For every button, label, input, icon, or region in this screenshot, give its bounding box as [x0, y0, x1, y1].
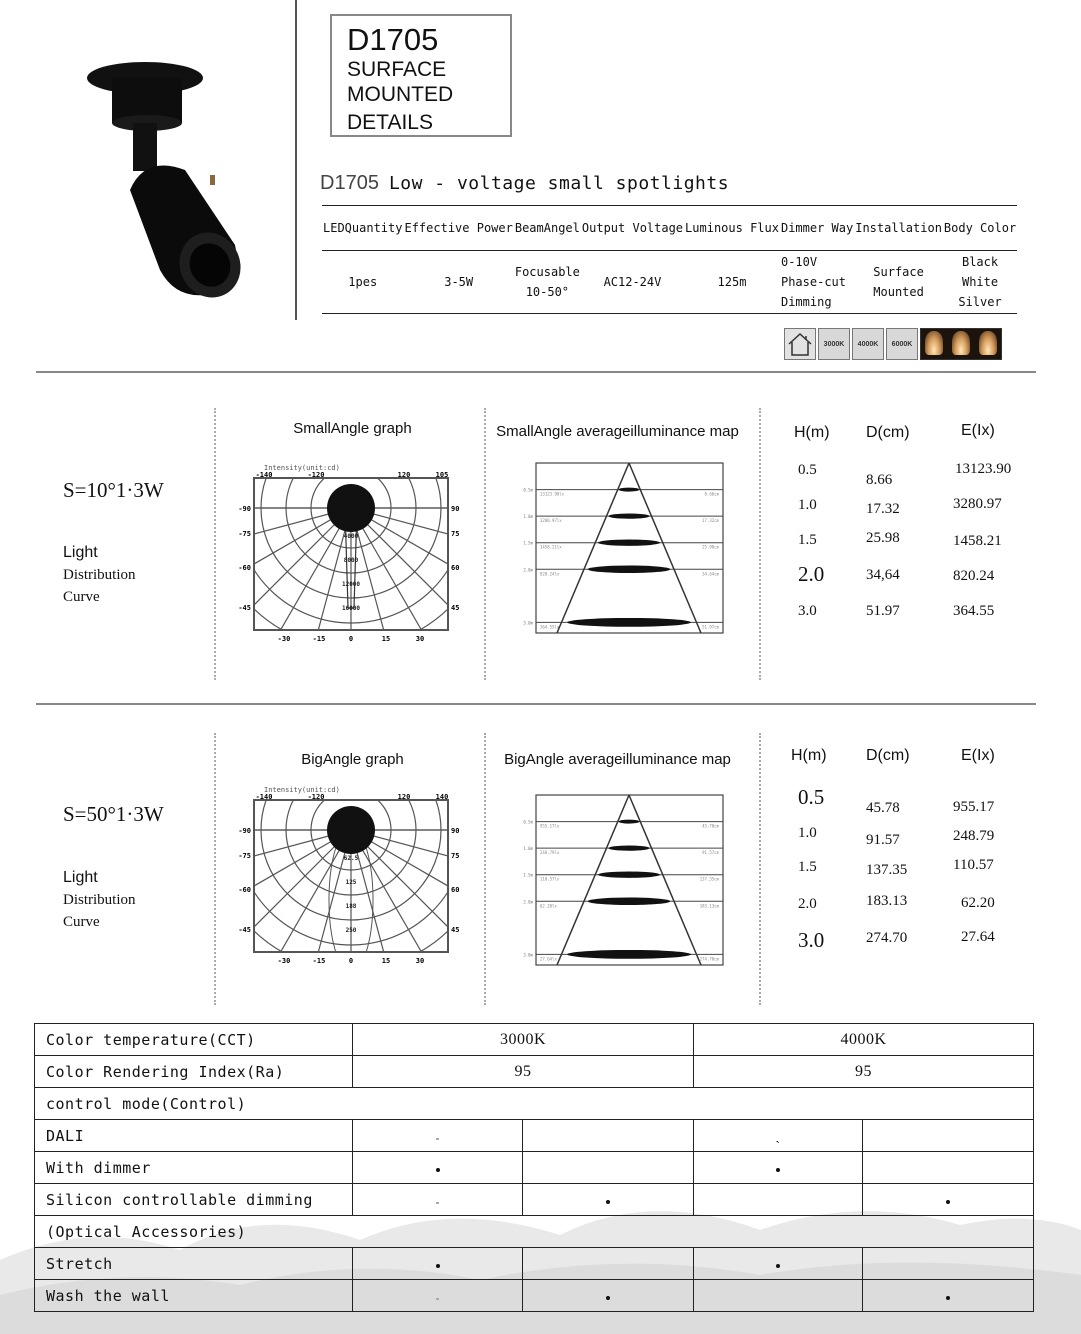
mark-cell — [353, 1152, 523, 1184]
cct-swatches — [784, 328, 1002, 362]
h-value: 2.0 — [798, 896, 817, 912]
mark-cell — [353, 1248, 523, 1280]
polar-intensity-chart — [236, 780, 466, 970]
row-label: Silicon controllable dimming — [35, 1184, 353, 1216]
tick-label: -15 — [312, 957, 326, 965]
spec-table — [322, 205, 1017, 314]
light-spot — [608, 846, 649, 851]
tick-label: 75 — [451, 852, 460, 860]
ring-label: 8000 — [343, 557, 359, 564]
spec-header: Body Color — [943, 206, 1017, 251]
supported-dot — [606, 1200, 610, 1204]
spec-value-line: Silver — [958, 295, 1002, 309]
d-value: 183.13 — [866, 893, 908, 909]
tick-label: -15 — [312, 635, 326, 643]
house-icon — [784, 328, 816, 360]
tick-label: -75 — [238, 852, 251, 860]
mark-cell — [694, 1120, 863, 1152]
d-value: 17.32 — [866, 501, 900, 517]
tick-label: 45 — [451, 926, 460, 934]
faint-mark — [436, 1138, 439, 1140]
supported-dot — [776, 1168, 780, 1172]
spec-value-line: 1pes — [348, 275, 378, 289]
illuminance-map-chart — [508, 790, 738, 975]
mark-cell — [694, 1152, 863, 1184]
mark-cell — [523, 1184, 694, 1216]
row-label: DALI — [35, 1120, 353, 1152]
mark-cell — [863, 1280, 1034, 1312]
tick-label: -45 — [238, 926, 251, 934]
supported-dot — [946, 1296, 950, 1300]
spec-value — [780, 251, 854, 314]
model-title: D1705 — [347, 22, 439, 57]
tick-label: 105 — [435, 471, 449, 479]
header-divider — [295, 0, 297, 320]
graph-title: SmallAngle graph — [293, 420, 412, 437]
tick-label: 30 — [415, 957, 425, 965]
diameter-label: 8.66cm — [704, 491, 719, 497]
control-row-with-dimmer — [35, 1152, 1034, 1184]
spec-value-line: 3-5W — [444, 275, 474, 289]
h-value: 0.5 — [798, 785, 825, 809]
supported-dot — [946, 1200, 950, 1204]
spec-header: Installation — [854, 206, 943, 251]
title-line-3: DETAILS — [347, 111, 433, 134]
height-label: 3.0m — [523, 952, 533, 958]
height-label: 2.0m — [523, 567, 533, 573]
mark-cell — [523, 1120, 694, 1152]
spec-value — [514, 251, 581, 314]
height-label: 2.0m — [523, 899, 533, 905]
diameter-label: 137.35cm — [699, 876, 719, 882]
label-line: Distribution — [63, 892, 136, 908]
luminaire-blob — [327, 484, 375, 532]
mark-cell — [353, 1120, 523, 1152]
height-label: 3.0m — [523, 620, 533, 626]
e-value: 27.64 — [961, 929, 995, 945]
d-value: 51.97 — [866, 603, 900, 619]
mark-cell — [694, 1184, 863, 1216]
tick-label: 120 — [397, 793, 411, 801]
title-line-1: SURFACE — [347, 58, 447, 81]
ring-label: 16000 — [341, 605, 361, 612]
control-row-silicon-dimming — [35, 1184, 1034, 1216]
spec-value — [403, 251, 513, 314]
h-value: 3.0 — [798, 928, 825, 952]
mark-cell — [694, 1248, 863, 1280]
tick-label: 45 — [451, 604, 460, 612]
height-label: 1.5m — [523, 540, 533, 546]
supported-dot — [606, 1296, 610, 1300]
mark-cell — [523, 1152, 694, 1184]
light-spot — [588, 897, 671, 905]
control-header-row — [35, 1088, 1034, 1120]
tick-label: -90 — [238, 827, 251, 835]
tick-mark: ˎ — [775, 1128, 781, 1144]
cct-swatch: 4000K — [852, 328, 884, 360]
spec-value — [684, 251, 780, 314]
cct-swatch: 6000K — [886, 328, 918, 360]
map-title: SmallAngle averageilluminance map — [496, 423, 739, 440]
d-value: 137.35 — [866, 862, 908, 878]
light-glow — [979, 331, 997, 355]
section-label — [63, 542, 136, 608]
spec-header: Luminous Flux — [684, 206, 780, 251]
d-value: 8.66 — [866, 472, 893, 488]
subtitle-model: D1705 — [320, 172, 379, 194]
light-spot — [608, 514, 649, 519]
h-value: 1.0 — [798, 825, 817, 841]
cone-edge — [557, 463, 629, 633]
tick-label: -120 — [307, 793, 325, 801]
illuminance-label: 27.64lx — [540, 956, 557, 962]
spec-header: LEDQuantity — [322, 206, 403, 251]
options-table — [34, 1023, 1034, 1312]
tick-label: -60 — [238, 886, 251, 894]
subtitle-desc: Low - voltage small spotlights — [388, 173, 730, 194]
column-divider — [759, 408, 761, 680]
col-header-e: E(Ix) — [961, 422, 995, 439]
illuminance-label: 3280.97lx — [540, 518, 562, 524]
spec-value — [581, 251, 684, 314]
tick-label: 15 — [381, 957, 391, 965]
cct-value: 3000K — [353, 1024, 694, 1056]
cri-value: 95 — [353, 1056, 694, 1088]
illuminance-label: 13123.90lx — [540, 491, 565, 497]
supported-dot — [436, 1168, 440, 1172]
h-value: 3.0 — [798, 603, 817, 619]
e-value: 110.57 — [953, 857, 994, 873]
col-header-d: D(cm) — [866, 747, 910, 764]
light-spot — [619, 488, 640, 492]
ring-label: 4000 — [343, 533, 359, 540]
spec-value-line: Dimming — [780, 295, 832, 309]
section-spec: S=10°1·3W — [63, 478, 164, 502]
d-value: 91.57 — [866, 832, 900, 848]
e-value: 3280.97 — [953, 496, 1002, 512]
tick-label: -140 — [255, 471, 273, 479]
tick-label: -75 — [238, 530, 251, 538]
title-box — [330, 14, 512, 137]
light-spot — [598, 871, 660, 877]
col-header-h: H(m) — [791, 747, 827, 764]
tick-label: 90 — [451, 505, 460, 513]
h-value: 2.0 — [798, 562, 825, 586]
spec-value-line: 10-50° — [525, 285, 570, 299]
d-value: 274.70 — [866, 930, 908, 946]
light-spot — [588, 565, 671, 573]
spec-header-row — [322, 206, 1017, 251]
tick-label: 120 — [397, 471, 411, 479]
spec-header: Dimmer Way — [780, 206, 854, 251]
tick-label: -30 — [277, 635, 291, 643]
spec-value-line: 0-10V — [780, 255, 818, 269]
mark-cell — [694, 1280, 863, 1312]
e-value: 13123.90 — [955, 461, 1012, 477]
spec-value-row — [322, 251, 1017, 314]
spec-header: Effective Power — [403, 206, 513, 251]
light-glow — [925, 331, 943, 355]
tick-label: 75 — [451, 530, 460, 538]
faint-mark — [436, 1298, 439, 1300]
tick-label: -60 — [238, 564, 251, 572]
column-divider — [214, 408, 216, 680]
height-label: 1.5m — [523, 872, 533, 878]
section-divider — [36, 371, 1036, 373]
col-header-e: E(Ix) — [961, 747, 995, 764]
column-divider — [214, 733, 216, 1005]
illuminance-label: 955.17lx — [540, 823, 560, 829]
label-line: Distribution — [63, 567, 136, 583]
spec-value-line: White — [961, 275, 999, 289]
illuminance-label: 110.57lx — [540, 876, 560, 882]
d-value: 25.98 — [866, 530, 900, 546]
light-glow — [952, 331, 970, 355]
spec-value-line: 125m — [717, 275, 747, 289]
control-row-dali — [35, 1120, 1034, 1152]
tick-label: 90 — [451, 827, 460, 835]
cri-value: 95 — [694, 1056, 1034, 1088]
illuminance-label: 820.24lx — [540, 571, 560, 577]
d-value: 45.78 — [866, 800, 900, 816]
supported-dot — [776, 1264, 780, 1268]
column-divider — [759, 733, 761, 1005]
tick-label: 140 — [435, 793, 449, 801]
row-label: Color Rendering Index(Ra) — [35, 1056, 353, 1088]
light-spot — [598, 539, 660, 545]
cone-edge — [557, 795, 629, 965]
mark-cell — [523, 1248, 694, 1280]
section-divider — [36, 703, 1036, 705]
tick-label: -90 — [238, 505, 251, 513]
tick-label: -30 — [277, 957, 291, 965]
spec-value-line: AC12-24V — [603, 275, 662, 289]
intensity-header: Intensity(unit:cd) — [264, 464, 340, 472]
tick-label: -45 — [238, 604, 251, 612]
diameter-label: 183.13cm — [699, 903, 719, 909]
section-label — [63, 867, 136, 933]
row-label: Stretch — [35, 1248, 353, 1280]
e-value: 820.24 — [953, 568, 995, 584]
col-header-h: H(m) — [794, 424, 830, 441]
ring-label: 62.5 — [343, 855, 359, 862]
map-title: BigAngle averageilluminance map — [504, 751, 731, 768]
tick-label: 0 — [348, 957, 354, 965]
diameter-label: 25.98cm — [702, 544, 719, 550]
product-photo — [60, 40, 290, 310]
diameter-label: 91.57cm — [702, 850, 719, 856]
height-label: 0.5m — [523, 819, 533, 825]
label-line: Light — [63, 544, 98, 561]
illuminance-label: 62.20lx — [540, 903, 557, 909]
tick-label: 60 — [451, 886, 460, 894]
column-divider — [484, 408, 486, 680]
diameter-label: 17.32cm — [702, 518, 719, 524]
group-header: (Optical Accessories) — [35, 1216, 1034, 1248]
light-spot — [619, 820, 640, 824]
luminaire-blob — [327, 806, 375, 854]
faint-mark — [436, 1202, 439, 1204]
cone-edge — [629, 795, 701, 965]
cct-value: 4000K — [694, 1024, 1034, 1056]
h-value: 1.5 — [798, 859, 817, 875]
spec-value — [943, 251, 1017, 314]
cct-row — [35, 1024, 1034, 1056]
h-value: 1.5 — [798, 532, 817, 548]
illuminance-map-chart — [508, 458, 738, 643]
optical-header-row — [35, 1216, 1034, 1248]
mark-cell — [353, 1184, 523, 1216]
spec-value — [322, 251, 403, 314]
d-value: 34,64 — [866, 567, 900, 583]
mark-cell — [353, 1280, 523, 1312]
height-label: 1.0m — [523, 846, 533, 852]
illuminance-label: 364.55lx — [540, 624, 560, 630]
e-value: 1458.21 — [953, 533, 1002, 549]
tick-label: -120 — [307, 471, 325, 479]
spec-value — [854, 251, 943, 314]
row-label: Wash the wall — [35, 1280, 353, 1312]
e-value: 62.20 — [961, 895, 995, 911]
tick-label: 15 — [381, 635, 391, 643]
optical-row-wash-wall — [35, 1280, 1034, 1312]
mark-cell — [523, 1280, 694, 1312]
graph-title: BigAngle graph — [301, 751, 404, 768]
illuminance-label: 1458.21lx — [540, 544, 562, 550]
intensity-header: Intensity(unit:cd) — [264, 786, 340, 794]
diameter-label: 45.78cm — [702, 823, 719, 829]
mark-cell — [863, 1120, 1034, 1152]
cone-edge — [629, 463, 701, 633]
label-line: Light — [63, 869, 98, 886]
cri-row — [35, 1056, 1034, 1088]
spec-header: Output Voltage — [581, 206, 684, 251]
spec-value-line: Mounted — [873, 285, 924, 299]
tick-label: -140 — [255, 793, 273, 801]
light-spot — [567, 950, 691, 959]
h-value: 1.0 — [798, 497, 817, 513]
height-label: 0.5m — [523, 487, 533, 493]
group-header: control mode(Control) — [35, 1088, 1034, 1120]
section-spec: S=50°1·3W — [63, 802, 164, 826]
row-label: With dimmer — [35, 1152, 353, 1184]
spec-value-line: Surface — [873, 265, 924, 279]
ring-label: 250 — [345, 927, 357, 934]
col-header-d: D(cm) — [866, 424, 910, 441]
ring-label: 12000 — [341, 581, 361, 588]
height-label: 1.0m — [523, 514, 533, 520]
diameter-label: 274.70cm — [699, 956, 719, 962]
cct-swatch: 3000K — [818, 328, 850, 360]
tick-label: 0 — [348, 635, 354, 643]
title-line-2: MOUNTED — [347, 83, 454, 106]
mark-cell — [863, 1184, 1034, 1216]
label-line: Curve — [63, 589, 100, 605]
supported-dot — [436, 1264, 440, 1268]
ring-label: 188 — [345, 903, 357, 910]
spec-value-line: Focusable — [514, 265, 580, 279]
polar-intensity-chart — [236, 458, 466, 648]
diameter-label: 34,64cm — [702, 571, 719, 577]
label-line: Curve — [63, 914, 100, 930]
mark-cell — [863, 1248, 1034, 1280]
tick-label: 60 — [451, 564, 460, 572]
tick-label: 30 — [415, 635, 425, 643]
column-divider — [484, 733, 486, 1005]
light-spot — [567, 618, 691, 627]
spec-value-line: Phase-cut — [780, 275, 846, 289]
h-value: 0.5 — [798, 462, 817, 478]
e-value: 364.55 — [953, 603, 995, 619]
warm-light-photo — [920, 328, 1002, 360]
mark-cell — [863, 1152, 1034, 1184]
e-value: 955.17 — [953, 799, 995, 815]
optical-row-stretch — [35, 1248, 1034, 1280]
diameter-label: 51.97cm — [702, 624, 719, 630]
product-subtitle — [320, 172, 729, 195]
e-value: 248.79 — [953, 828, 995, 844]
spec-header: BeamAngel — [514, 206, 581, 251]
illuminance-label: 248.79lx — [540, 850, 560, 856]
ring-label: 125 — [345, 879, 357, 886]
spec-value-line: Black — [961, 255, 999, 269]
row-label: Color temperature(CCT) — [35, 1024, 353, 1056]
